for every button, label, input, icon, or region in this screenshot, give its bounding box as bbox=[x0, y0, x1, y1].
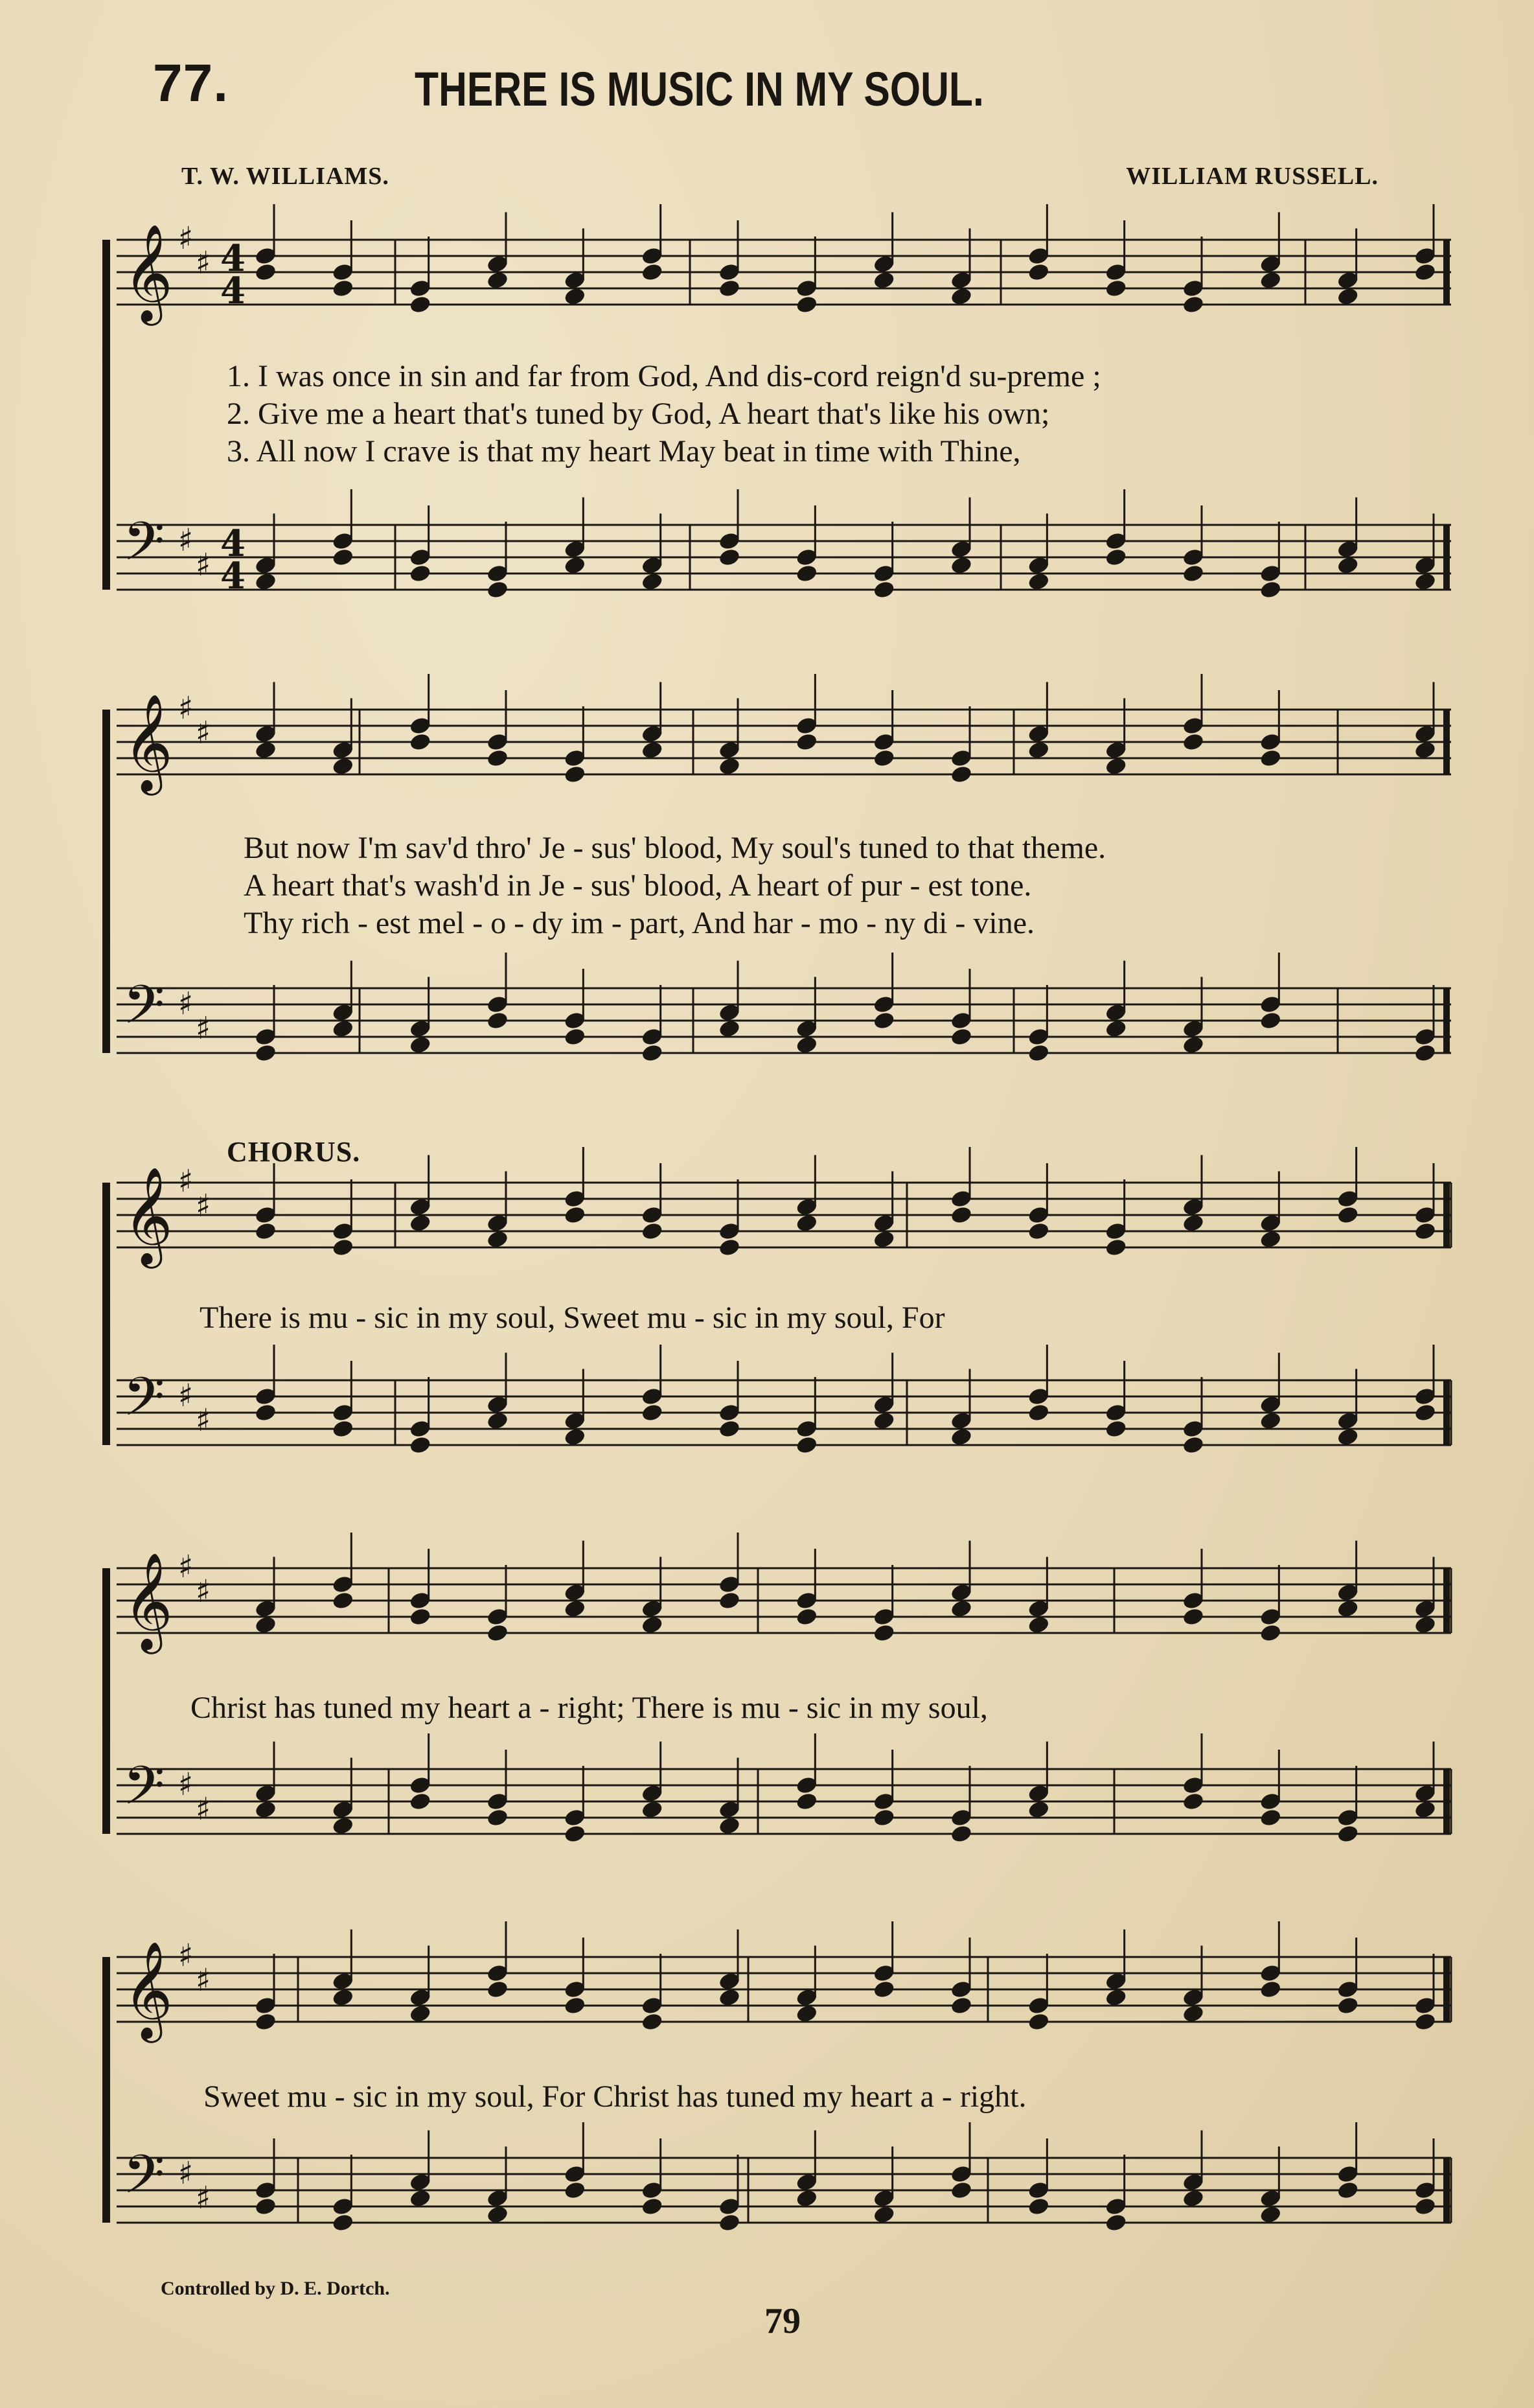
notehead bbox=[1182, 295, 1205, 315]
sharp-icon: ♯ bbox=[178, 522, 194, 559]
notehead bbox=[641, 2012, 664, 2032]
notehead bbox=[486, 1808, 509, 1828]
notehead bbox=[563, 555, 586, 575]
notehead bbox=[1259, 1623, 1282, 1643]
verse-3-line-1: 3. All now I crave is that my heart May beat in time with Thine, bbox=[227, 434, 1021, 469]
final-barline bbox=[1443, 1380, 1450, 1445]
notehead bbox=[873, 1808, 896, 1828]
notehead bbox=[1105, 1238, 1128, 1258]
notehead bbox=[1105, 279, 1128, 299]
notehead bbox=[254, 1800, 277, 1820]
notehead bbox=[950, 286, 973, 307]
notehead bbox=[718, 1987, 741, 2008]
notehead bbox=[873, 1229, 896, 1249]
copyright-notice: Controlled by D. E. Dortch. bbox=[161, 2278, 390, 2299]
notehead bbox=[795, 1435, 818, 1455]
chorus-line-3: Sweet mu - sic in my soul, For Christ has tuned my heart a - right. bbox=[203, 2079, 1027, 2114]
notehead bbox=[641, 1403, 664, 1423]
sharp-icon: ♯ bbox=[178, 1378, 194, 1414]
notehead bbox=[331, 2213, 354, 2233]
notehead bbox=[950, 1027, 973, 1047]
sharp-icon: ♯ bbox=[178, 986, 194, 1022]
notehead bbox=[1259, 1808, 1282, 1828]
notehead bbox=[718, 1419, 741, 1439]
final-barline bbox=[1443, 525, 1450, 590]
verse-2-line-2: A heart that's wash'd in Je - sus' blood, A heart of pur - est tone. bbox=[244, 868, 1032, 903]
notehead bbox=[331, 1591, 354, 1611]
notehead bbox=[331, 756, 354, 776]
notehead bbox=[331, 1419, 354, 1439]
time-signature-bottom: 4 bbox=[220, 555, 246, 597]
notehead bbox=[873, 748, 896, 769]
notehead bbox=[1105, 1019, 1128, 1039]
notehead bbox=[1414, 1221, 1437, 1242]
notehead bbox=[1027, 2197, 1050, 2217]
sharp-icon: ♯ bbox=[196, 1962, 211, 1998]
system-bracket bbox=[102, 710, 110, 1053]
notehead bbox=[1182, 2188, 1205, 2208]
time-signature-bottom: 4 bbox=[220, 270, 246, 312]
notehead bbox=[331, 279, 354, 299]
notehead bbox=[1259, 2205, 1282, 2225]
chorus-label: CHORUS. bbox=[227, 1136, 361, 1168]
notehead bbox=[950, 1599, 973, 1619]
system-bracket bbox=[102, 1183, 110, 1445]
sharp-icon: ♯ bbox=[178, 1163, 194, 1199]
sharp-icon: ♯ bbox=[196, 1402, 211, 1439]
hymn-title: THERE IS MUSIC IN MY SOUL. bbox=[415, 62, 984, 116]
final-barline bbox=[1443, 1957, 1450, 2022]
notehead bbox=[254, 1221, 277, 1242]
notehead bbox=[1336, 1996, 1360, 2016]
notehead bbox=[254, 262, 277, 283]
notehead bbox=[641, 1221, 664, 1242]
composer-credit: WILLIAM RUSSELL. bbox=[1126, 163, 1379, 190]
treble-clef-icon: 𝄞 bbox=[123, 1940, 173, 2039]
notehead bbox=[873, 580, 896, 600]
sharp-icon: ♯ bbox=[178, 1549, 194, 1585]
treble-clef-icon: 𝄞 bbox=[123, 1166, 173, 1264]
notehead bbox=[1182, 1435, 1205, 1455]
sharp-icon: ♯ bbox=[196, 245, 211, 281]
notehead bbox=[1027, 1221, 1050, 1242]
notehead bbox=[795, 1607, 818, 1627]
notehead bbox=[331, 1987, 354, 2008]
final-barline bbox=[1443, 2158, 1450, 2223]
notehead bbox=[1027, 740, 1050, 760]
notehead bbox=[795, 1792, 818, 1812]
notehead bbox=[718, 1816, 741, 1836]
notehead bbox=[1027, 262, 1050, 283]
page-number: 79 bbox=[764, 2301, 801, 2341]
notehead bbox=[1414, 1043, 1437, 1063]
notehead bbox=[486, 1411, 509, 1431]
notehead bbox=[1182, 564, 1205, 584]
notehead bbox=[254, 1043, 277, 1063]
verse-1-line-2: But now I'm sav'd thro' Je - sus' blood, My soul's tuned to that theme. bbox=[244, 831, 1106, 865]
notehead bbox=[718, 2213, 741, 2233]
time-signature-top: 4 bbox=[220, 237, 246, 280]
notehead bbox=[1336, 1205, 1360, 1225]
sharp-icon: ♯ bbox=[178, 1766, 194, 1803]
final-barline bbox=[1443, 1568, 1450, 1633]
final-barline bbox=[1443, 1769, 1450, 1834]
notehead bbox=[795, 732, 818, 752]
notehead bbox=[486, 580, 509, 600]
verse-1-line-1: 1. I was once in sin and far from God, And dis-cord reign'd su-preme ; bbox=[227, 359, 1101, 393]
notehead bbox=[563, 1427, 586, 1447]
notehead bbox=[1259, 1229, 1282, 1249]
notehead bbox=[1336, 1427, 1360, 1447]
notehead bbox=[641, 1615, 664, 1635]
final-barline bbox=[1443, 988, 1450, 1053]
notehead bbox=[1027, 1615, 1050, 1635]
notehead bbox=[1182, 1035, 1205, 1055]
notehead bbox=[409, 1607, 432, 1627]
notehead bbox=[486, 748, 509, 769]
notehead bbox=[1105, 1987, 1128, 2008]
bass-clef-icon: 𝄢 bbox=[123, 973, 165, 1049]
notehead bbox=[486, 1980, 509, 2000]
verse-2-line-1: 2. Give me a heart that's tuned by God, A heart that's like his own; bbox=[227, 397, 1050, 431]
system-bracket bbox=[102, 1568, 110, 1834]
notehead bbox=[1336, 2181, 1360, 2201]
sharp-icon: ♯ bbox=[196, 1573, 211, 1610]
notehead bbox=[1182, 732, 1205, 752]
notehead bbox=[563, 1599, 586, 1619]
notehead bbox=[1027, 1800, 1050, 1820]
notehead bbox=[1336, 555, 1360, 575]
chorus-line-2: Christ has tuned my heart a - right; There is mu - sic in my soul, bbox=[190, 1691, 988, 1725]
notehead bbox=[1182, 1213, 1205, 1233]
treble-clef-icon: 𝄞 bbox=[123, 693, 173, 791]
notehead bbox=[409, 1792, 432, 1812]
notehead bbox=[486, 1229, 509, 1249]
final-barline bbox=[1443, 1183, 1450, 1247]
notehead bbox=[409, 1213, 432, 1233]
notehead bbox=[873, 1623, 896, 1643]
notehead bbox=[1182, 2004, 1205, 2024]
notehead bbox=[641, 1800, 664, 1820]
bass-clef-icon: 𝄢 bbox=[123, 1754, 165, 1830]
notehead bbox=[1336, 286, 1360, 307]
notehead bbox=[409, 1435, 432, 1455]
notehead bbox=[1105, 1419, 1128, 1439]
notehead bbox=[1259, 580, 1282, 600]
notehead bbox=[331, 1816, 354, 1836]
notehead bbox=[1105, 2213, 1128, 2233]
chorus-line-1: There is mu - sic in my soul, Sweet mu - sic in my soul, For bbox=[200, 1301, 945, 1335]
verse-3-line-2: Thy rich - est mel - o - dy im - part, And har - mo - ny di - vine. bbox=[244, 906, 1035, 940]
notehead bbox=[641, 262, 664, 283]
notehead bbox=[331, 1019, 354, 1039]
notehead bbox=[873, 270, 896, 290]
bass-clef-icon: 𝄢 bbox=[123, 1365, 165, 1441]
sharp-icon: ♯ bbox=[178, 2155, 194, 2192]
notehead bbox=[1259, 1011, 1282, 1031]
notehead bbox=[1182, 1607, 1205, 1627]
notehead bbox=[795, 1035, 818, 1055]
notehead bbox=[873, 1011, 896, 1031]
notehead bbox=[563, 1824, 586, 1844]
sharp-icon: ♯ bbox=[178, 1938, 194, 1974]
sharp-icon: ♯ bbox=[178, 220, 194, 257]
notehead bbox=[1414, 262, 1437, 283]
notehead bbox=[1105, 548, 1128, 568]
sharp-icon: ♯ bbox=[196, 1188, 211, 1224]
notehead bbox=[795, 1213, 818, 1233]
notehead bbox=[254, 740, 277, 760]
notehead bbox=[718, 279, 741, 299]
notehead bbox=[563, 2181, 586, 2201]
notehead bbox=[1105, 756, 1128, 776]
lyricist-credit: T. W. WILLIAMS. bbox=[181, 163, 389, 190]
sharp-icon: ♯ bbox=[196, 1791, 211, 1827]
notehead bbox=[641, 1043, 664, 1063]
notehead bbox=[563, 286, 586, 307]
notehead bbox=[1414, 740, 1437, 760]
notehead bbox=[409, 295, 432, 315]
notehead bbox=[873, 1411, 896, 1431]
notehead bbox=[873, 2205, 896, 2225]
sharp-icon: ♯ bbox=[196, 547, 211, 583]
notehead bbox=[1336, 1824, 1360, 1844]
notehead bbox=[1259, 1411, 1282, 1431]
notehead bbox=[486, 1623, 509, 1643]
notehead bbox=[331, 1238, 354, 1258]
notehead bbox=[1027, 572, 1050, 592]
notehead bbox=[1259, 270, 1282, 290]
hymn-number: 77. bbox=[153, 54, 229, 113]
sharp-icon: ♯ bbox=[196, 2180, 211, 2216]
notehead bbox=[409, 564, 432, 584]
notehead bbox=[563, 1027, 586, 1047]
notehead bbox=[1027, 2012, 1050, 2032]
notehead bbox=[409, 1035, 432, 1055]
notehead bbox=[486, 1011, 509, 1031]
notehead bbox=[718, 756, 741, 776]
notehead bbox=[950, 1824, 973, 1844]
notehead bbox=[950, 2181, 973, 2201]
notehead bbox=[1414, 1800, 1437, 1820]
notehead bbox=[950, 1996, 973, 2016]
notehead bbox=[641, 2197, 664, 2217]
notehead bbox=[563, 765, 586, 785]
notehead bbox=[718, 548, 741, 568]
treble-clef-icon: 𝄞 bbox=[123, 1551, 173, 1650]
notehead bbox=[1414, 1403, 1437, 1423]
notehead bbox=[950, 765, 973, 785]
notehead bbox=[1182, 1792, 1205, 1812]
notehead bbox=[1414, 1615, 1437, 1635]
system-bracket bbox=[102, 240, 110, 590]
notehead bbox=[718, 1019, 741, 1039]
notehead bbox=[254, 1615, 277, 1635]
notehead bbox=[795, 2188, 818, 2208]
treble-clef-icon: 𝄞 bbox=[123, 223, 173, 321]
notehead bbox=[1027, 1403, 1050, 1423]
notehead bbox=[1336, 1599, 1360, 1619]
bass-clef-icon: 𝄢 bbox=[123, 2143, 165, 2219]
sharp-icon: ♯ bbox=[196, 1010, 211, 1047]
bass-clef-icon: 𝄢 bbox=[123, 510, 165, 586]
final-barline bbox=[1443, 240, 1450, 305]
time-signature-top: 4 bbox=[220, 522, 246, 565]
notehead bbox=[409, 2188, 432, 2208]
notehead bbox=[1027, 1043, 1050, 1063]
notehead bbox=[641, 740, 664, 760]
notehead bbox=[409, 2004, 432, 2024]
notehead bbox=[795, 2004, 818, 2024]
notehead bbox=[1259, 1980, 1282, 2000]
notehead bbox=[873, 1980, 896, 2000]
notehead bbox=[563, 1996, 586, 2016]
notehead bbox=[950, 1205, 973, 1225]
notehead bbox=[718, 1591, 741, 1611]
notehead bbox=[254, 2012, 277, 2032]
notehead bbox=[486, 2205, 509, 2225]
notehead bbox=[1259, 748, 1282, 769]
notehead bbox=[1414, 572, 1437, 592]
notehead bbox=[409, 732, 432, 752]
notehead bbox=[331, 548, 354, 568]
notehead bbox=[641, 572, 664, 592]
notehead bbox=[254, 572, 277, 592]
notehead bbox=[254, 1403, 277, 1423]
notehead bbox=[950, 555, 973, 575]
notehead bbox=[950, 1427, 973, 1447]
system-bracket bbox=[102, 1957, 110, 2223]
final-barline bbox=[1443, 710, 1450, 774]
notehead bbox=[795, 295, 818, 315]
notehead bbox=[795, 564, 818, 584]
notehead bbox=[254, 2197, 277, 2217]
sharp-icon: ♯ bbox=[178, 690, 194, 726]
sharp-icon: ♯ bbox=[196, 715, 211, 751]
notehead bbox=[1414, 2197, 1437, 2217]
notehead bbox=[718, 1238, 741, 1258]
notehead bbox=[486, 270, 509, 290]
notehead bbox=[1414, 2012, 1437, 2032]
notehead bbox=[563, 1205, 586, 1225]
